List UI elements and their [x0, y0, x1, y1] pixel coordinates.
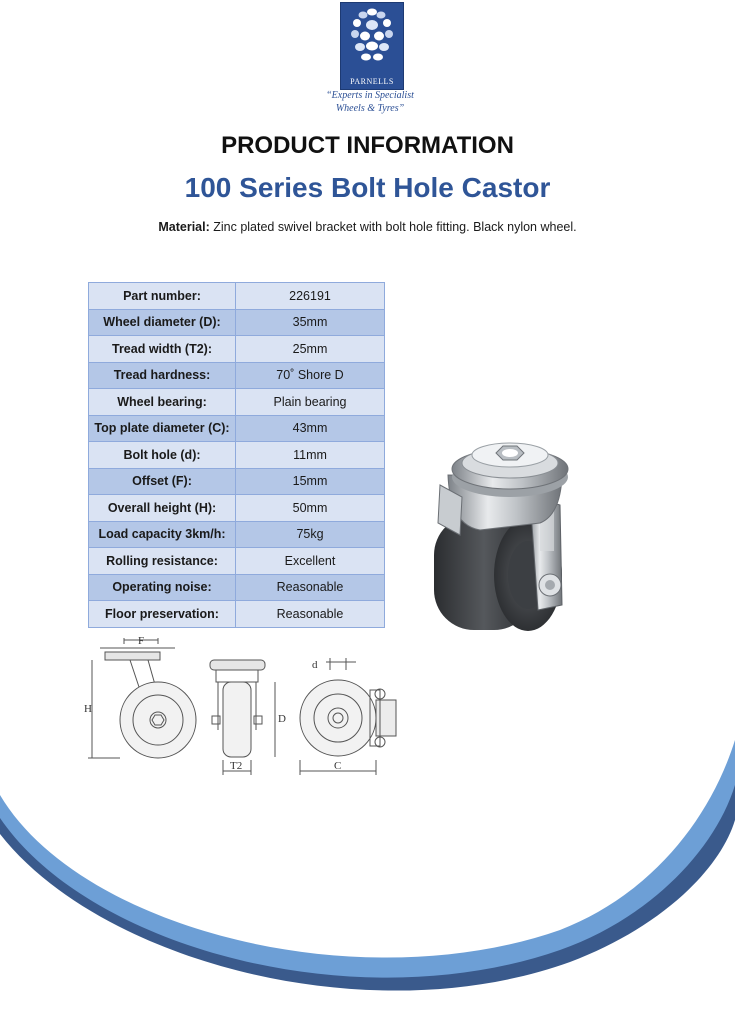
page-heading: PRODUCT INFORMATION	[221, 132, 514, 159]
spec-label: Tread hardness:	[89, 362, 236, 389]
drawing-label-c: C	[334, 760, 342, 772]
castor-product-image	[420, 405, 610, 645]
spec-label: Rolling resistance:	[89, 548, 236, 575]
spec-label: Offset (F):	[89, 468, 236, 495]
drawing-label-d-bolt: d	[312, 659, 318, 671]
spec-row	[89, 389, 385, 416]
spec-label: Tread width (T2):	[89, 336, 236, 363]
spec-value: 50mm	[236, 495, 385, 522]
spec-row	[89, 415, 385, 442]
spec-value: Plain bearing	[236, 389, 385, 416]
spec-row	[89, 574, 385, 601]
spec-value: 226191	[236, 283, 385, 310]
drawing-label-h: H	[84, 703, 92, 715]
spec-table	[88, 282, 385, 628]
spec-row	[89, 283, 385, 310]
drawing-label-d-wheel: D	[278, 713, 286, 725]
spec-label: Bolt hole (d):	[89, 442, 236, 469]
spec-label: Operating noise:	[89, 574, 236, 601]
spec-label: Top plate diameter (C):	[89, 415, 236, 442]
logo-emblem-icon	[341, 3, 403, 73]
tagline	[300, 89, 440, 115]
spec-row	[89, 309, 385, 336]
spec-value: 25mm	[236, 336, 385, 363]
spec-label: Wheel diameter (D):	[89, 309, 236, 336]
spec-value: 11mm	[236, 442, 385, 469]
spec-row	[89, 521, 385, 548]
spec-row	[89, 362, 385, 389]
spec-label: Wheel bearing:	[89, 389, 236, 416]
material-description	[0, 220, 735, 234]
parnells-logo	[340, 2, 404, 90]
spec-value: 35mm	[236, 309, 385, 336]
spec-row	[89, 468, 385, 495]
spec-value: 70˚ Shore D	[236, 362, 385, 389]
spec-value: 15mm	[236, 468, 385, 495]
spec-row	[89, 601, 385, 628]
spec-value: Excellent	[236, 548, 385, 575]
spec-row	[89, 442, 385, 469]
product-title: 100 Series Bolt Hole Castor	[184, 172, 551, 203]
tagline-line-1: “Experts in Specialist	[326, 90, 414, 101]
drawing-label-t2: T2	[230, 760, 243, 772]
spec-row	[89, 336, 385, 363]
tagline-line-2: Wheels & Tyres”	[335, 103, 405, 114]
logo-brand-name: PARNELLS	[350, 77, 394, 86]
spec-label: Overall height (H):	[89, 495, 236, 522]
spec-row	[89, 548, 385, 575]
spec-value: 43mm	[236, 415, 385, 442]
spec-value: 75kg	[236, 521, 385, 548]
spec-row	[89, 495, 385, 522]
spec-value: Reasonable	[236, 601, 385, 628]
spec-value: Reasonable	[236, 574, 385, 601]
spec-label: Part number:	[89, 283, 236, 310]
material-text: Zinc plated swivel bracket with bolt hole fitting. Black nylon wheel.	[209, 220, 577, 234]
material-label: Material:	[158, 220, 210, 234]
footer-wave-decoration	[0, 700, 735, 1024]
spec-label: Floor preservation:	[89, 601, 236, 628]
spec-label: Load capacity 3km/h:	[89, 521, 236, 548]
drawing-label-f: F	[138, 635, 145, 647]
